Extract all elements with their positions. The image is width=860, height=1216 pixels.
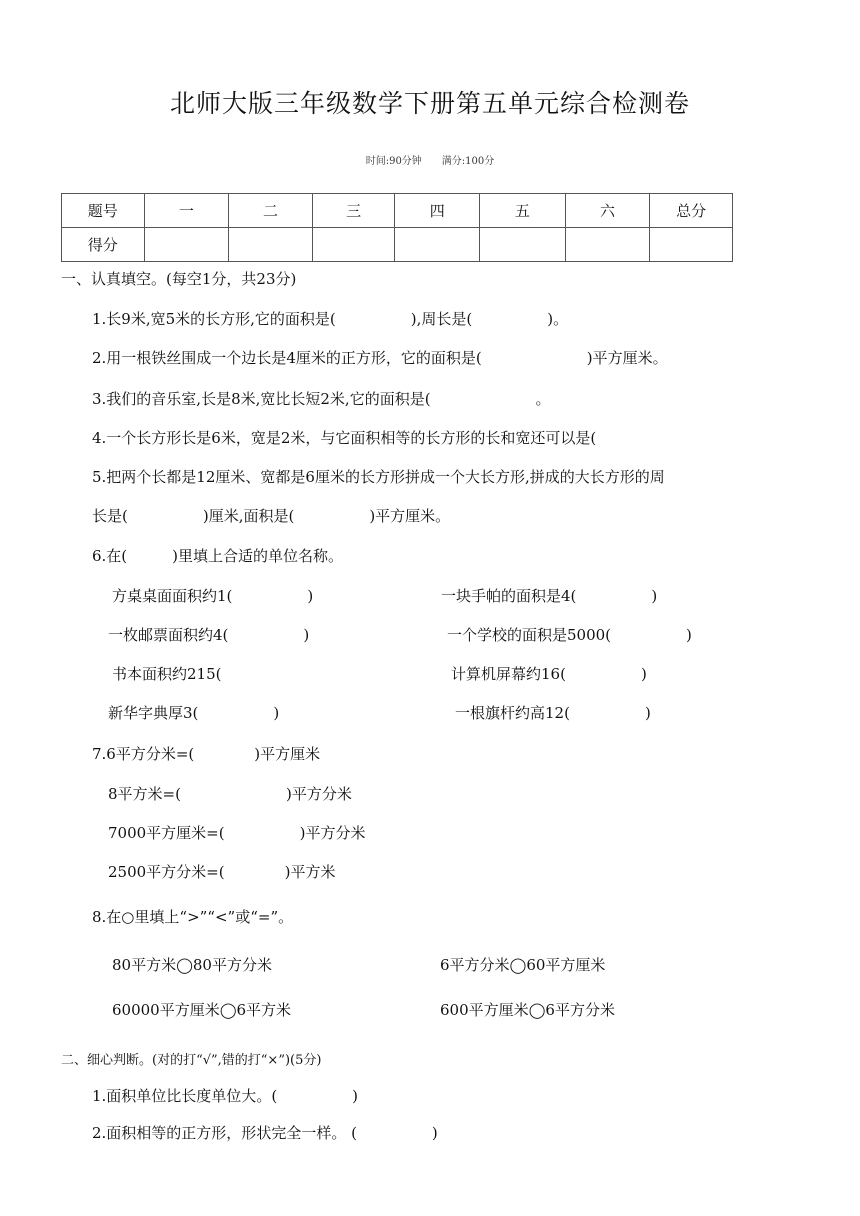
unit-item-screen: 计算机屏幕约16( ) [451,665,647,683]
header-cell-1: 一 [144,194,229,228]
score-table-header-row [62,194,733,228]
judge-item-2: 2.面积相等的正方形，形状完全一样。 ( ) [92,1124,438,1142]
score-table [61,193,733,262]
question-1-2: 2.用一根铁丝围成一个边长是4厘米的正方形，它的面积是( )平方厘米。 [92,349,668,367]
question-1-1: 1.长9米,宽5米的长方形,它的面积是( ),周长是( )。 [92,310,569,328]
question-1-5-line-1: 5.把两个长都是12厘米、宽都是6厘米的长方形拼成一个大长方形,拼成的大长方形的周 [92,468,665,486]
score-cell-2[interactable] [229,228,313,262]
header-cell-6: 六 [565,194,650,228]
score-cell-1[interactable] [144,228,229,262]
score-cell-6[interactable] [565,228,650,262]
section-2-heading: 二、细心判断。(对的打“√”,错的打“×”)(5分) [61,1053,322,1068]
score-cell-5[interactable] [480,228,566,262]
header-cell-question-number: 题号 [62,194,145,228]
unit-item-flagpole: 一根旗杆约高12( ) [455,704,651,722]
conversion-item-3: 7000平方厘米=( )平方分米 [108,824,366,842]
header-cell-4: 四 [395,194,480,228]
conversion-item-2: 8平方米=( )平方分米 [108,785,352,803]
header-cell-5: 五 [480,194,566,228]
unit-item-handkerchief: 一块手帕的面积是4( ) [441,587,658,605]
question-1-6: 6.在( )里填上合适的单位名称。 [92,547,344,565]
score-cell-4[interactable] [395,228,480,262]
compare-item-4: 600平方厘米◯6平方分米 [440,1001,615,1019]
unit-item-stamp: 一枚邮票面积约4( ) [108,626,310,644]
score-cell-3[interactable] [312,228,395,262]
header-cell-2: 二 [229,194,313,228]
score-cell-total[interactable] [650,228,733,262]
header-cell-3: 三 [312,194,395,228]
compare-item-1: 80平方米◯80平方分米 [112,956,272,974]
unit-item-table-top: 方桌桌面面积约1( ) [112,587,314,605]
compare-item-3: 60000平方厘米◯6平方米 [112,1001,292,1019]
unit-item-dictionary: 新华字典厚3( ) [108,704,280,722]
exam-time-and-score: 时间:90分钟 满分:100分 [365,156,495,167]
page-title: 北师大版三年级数学下册第五单元综合检测卷 [169,89,690,118]
section-1-heading: 一、认真填空。(每空1分，共23分) [61,270,297,288]
question-1-5-line-2: 长是( )厘米,面积是( )平方厘米。 [92,507,451,525]
score-table-score-row [62,228,733,262]
compare-item-2: 6平方分米◯60平方厘米 [440,956,606,974]
header-cell-total: 总分 [650,194,733,228]
conversion-item-4: 2500平方分米=( )平方米 [108,863,336,881]
question-1-3: 3.我们的音乐室,长是8米,宽比长短2米,它的面积是( 。 [92,390,551,408]
question-1-8: 8.在○里填上“>”“<”或“=”。 [92,908,294,926]
unit-item-book: 书本面积约215( [112,665,222,683]
judge-item-1: 1.面积单位比长度单位大。( ) [92,1087,359,1105]
score-row-label: 得分 [62,228,145,262]
unit-item-school: 一个学校的面积是5000( ) [447,626,692,644]
question-1-4: 4.一个长方形长是6米，宽是2米，与它面积相等的长方形的长和宽还可以是( [92,429,597,447]
conversion-item-1: 7.6平方分米=( )平方厘米 [92,745,321,763]
